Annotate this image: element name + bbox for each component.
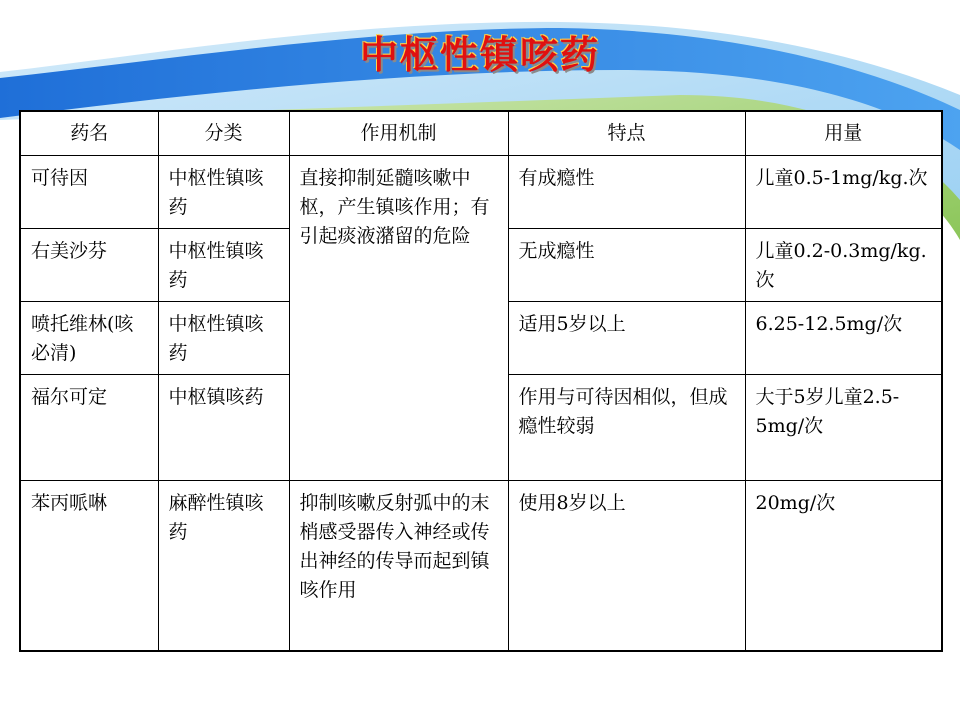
cell-dose: 儿童0.2-0.3mg/kg.次 (745, 229, 942, 302)
slide-title: 中枢性镇咳药 (359, 33, 600, 77)
header-category: 分类 (158, 111, 289, 156)
table-row (20, 481, 942, 651)
cell-category: 中枢镇咳药 (158, 375, 289, 481)
cell-dose: 20mg/次 (745, 481, 942, 651)
cell-category: 中枢性镇咳药 (158, 302, 289, 375)
cell-dose: 大于5岁儿童2.5-5mg/次 (745, 375, 942, 481)
cell-feature: 适用5岁以上 (508, 302, 745, 375)
cell-feature: 作用与可待因相似，但成瘾性较弱 (508, 375, 745, 481)
header-name: 药名 (20, 111, 158, 156)
cell-drug-name: 喷托维林(咳必清) (20, 302, 158, 375)
table-row (20, 156, 942, 229)
cell-feature: 使用8岁以上 (508, 481, 745, 651)
cell-dose: 儿童0.5-1mg/kg.次 (745, 156, 942, 229)
cell-category: 中枢性镇咳药 (158, 156, 289, 229)
cell-drug-name: 福尔可定 (20, 375, 158, 481)
table-header-row (20, 111, 942, 156)
cell-feature: 无成瘾性 (508, 229, 745, 302)
cell-shared-mechanism: 直接抑制延髓咳嗽中枢，产生镇咳作用；有引起痰液潴留的危险 (289, 156, 508, 481)
cell-drug-name: 右美沙芬 (20, 229, 158, 302)
cell-category: 中枢性镇咳药 (158, 229, 289, 302)
cell-mechanism: 抑制咳嗽反射弧中的末梢感受器传入神经或传出神经的传导而起到镇咳作用 (289, 481, 508, 651)
cell-drug-name: 可待因 (20, 156, 158, 229)
header-feature: 特点 (508, 111, 745, 156)
cell-feature: 有成瘾性 (508, 156, 745, 229)
header-dose: 用量 (745, 111, 942, 156)
header-mechanism: 作用机制 (289, 111, 508, 156)
drug-table (19, 110, 943, 652)
cell-category: 麻醉性镇咳药 (158, 481, 289, 651)
cell-dose: 6.25-12.5mg/次 (745, 302, 942, 375)
cell-drug-name: 苯丙哌啉 (20, 481, 158, 651)
